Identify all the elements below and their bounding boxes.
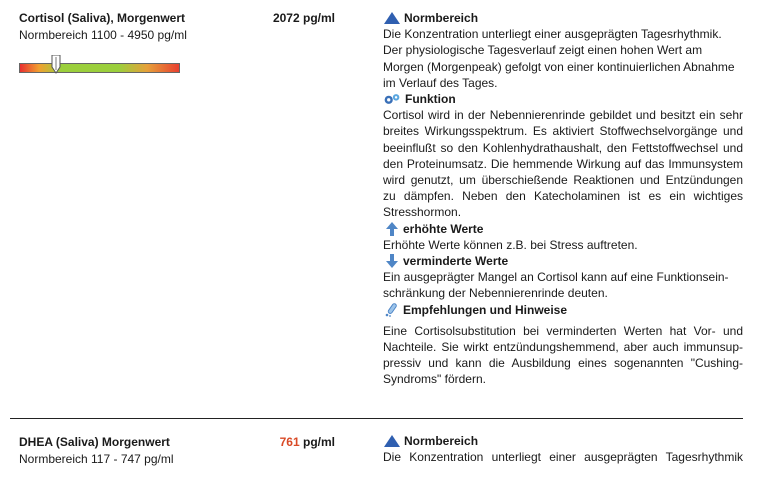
section-text: Die Konzentration unterliegt einer ausgeprägten Tagesrhythmik — [383, 450, 743, 465]
section-text: Cortisol wird in der Nebennierenrinde gebildet und besitzt ein sehr breites Wirkungsspektrum. Es aktiviert Stoffwechselvorgänge und beeinflußt so den Kohlenhydrathaushalt, den Fettstoffwechsel und den Proteinumsatz. Die hemmende Wirkung auf das Immunsystem wird genutzt, um überschießende Reaktionen und Entzündungen zu dämpfen. Neben den Katecholaminen ist es ein wichtiges Stresshormon. — [383, 108, 744, 220]
parameter-name: DHEA (Saliva) Morgenwert — [19, 435, 170, 449]
triangle-icon — [383, 11, 401, 25]
section-text: Erhöhte Werte können z.B. bei Stress auftreten. — [383, 237, 638, 252]
gears-icon — [383, 92, 405, 106]
arrow-down-icon — [383, 254, 397, 268]
section-text: Eine Cortisolsubstitution bei verminderten Werten hat Vor- und Nachteile. Sie wirkt entzündungshemmend, aber auch immunsup- pressiv und kann die Ausbildung eines sogenannten "Cushing-Syndroms" fördern. — [383, 323, 743, 387]
measured-value: 761 pg/ml — [279, 435, 335, 449]
triangle-icon — [383, 434, 401, 448]
section-heading-normbereich: Normbereich — [383, 10, 743, 26]
measured-value: 2072 pg/ml — [272, 11, 335, 25]
test-tube-icon — [383, 303, 397, 317]
parameter-name: Cortisol (Saliva), Morgenwert — [19, 11, 186, 25]
section-text: Ein ausgeprägter Mangel an Cortisol kann auf eine Funktionsein- schränkung der Nebennierenrinde deuten. — [383, 270, 729, 301]
gauge-marker-icon — [50, 55, 62, 74]
section-text: Die Konzentration unterliegt einer ausgeprägten Tagesrhythmik. Der physiologische Tagesverlauf zeigt einen hohen Wert am Morgen (Morgenpeak) gefolgt von einer kontinuierlichen Abnahme im Verlauf des Tages. — [383, 27, 735, 90]
section-heading-verminderte-werte: verminderte Werte — [383, 253, 743, 269]
reference-range: Normbereich 117 - 747 pg/ml — [19, 452, 174, 466]
arrow-up-icon — [383, 222, 397, 236]
section-heading-funktion: Funktion — [383, 91, 743, 107]
description-panel — [383, 433, 743, 465]
range-gauge-bar — [19, 63, 180, 73]
description-panel — [383, 10, 743, 388]
section-heading-empfehlungen: Empfehlungen und Hinweise — [383, 302, 743, 318]
section-heading-normbereich: Normbereich — [383, 433, 743, 449]
section-divider — [10, 418, 743, 419]
section-heading-erhoehte-werte: erhöhte Werte — [383, 221, 743, 237]
reference-range: Normbereich 1100 - 4950 pg/ml — [19, 28, 187, 42]
